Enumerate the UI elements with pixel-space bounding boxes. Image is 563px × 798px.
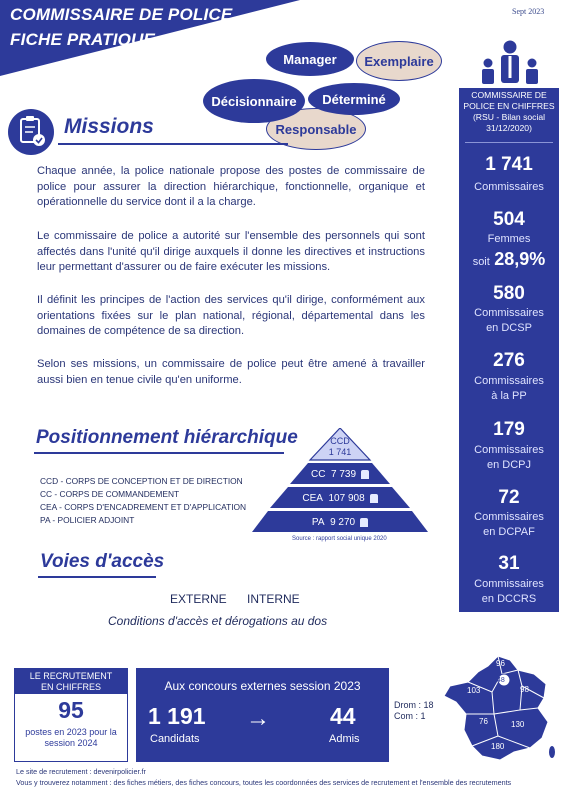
map-label-76: 76 xyxy=(479,717,488,726)
stat-femmes-label: Femmes xyxy=(487,233,531,245)
pyramid-cc-label: CC 7 739 xyxy=(290,464,390,484)
legend-ccd: CCD - CORPS DE CONCEPTION ET DE DIRECTION xyxy=(40,476,243,486)
stat-dcpj-label2: en DCPJ xyxy=(486,459,532,471)
concours-candidats-label: Candidats xyxy=(150,733,200,745)
recrutement-header: LE RECRUTEMENT EN CHIFFRES xyxy=(14,668,128,694)
stat-dccrs-value: 31 xyxy=(498,553,520,574)
map-label-130: 130 xyxy=(511,720,525,729)
stat-dcpaf-label1: Commissaires xyxy=(474,511,544,523)
voie-interne-link[interactable]: INTERNE xyxy=(247,592,300,606)
footer-description: Vous y trouverez notamment : des fiches métiers, des fiches concours, toutes les coordonnées des services de recrutement et l'ensemble des recrutements xyxy=(16,778,512,787)
missions-paragraph-3: Il définit les principes de l'action des services qu'il dirige, conformément aux orientations fixées sur le plan national, régional, départemental dans les domaines de compétence de sa direction. xyxy=(37,294,425,338)
pyramid-ccd-label: CCD 1 741 xyxy=(328,436,352,457)
clipboard-check-icon xyxy=(8,109,54,155)
missions-paragraph-1: Chaque année, la police nationale propose des postes de commissaire de police pour assurer la direction hiérarchique, fonctionnelle, organique et opérationnelle du service dont il a la charge. xyxy=(37,165,425,209)
stat-femmes-value: 504 xyxy=(493,209,525,230)
stat-dcpaf-value: 72 xyxy=(498,487,520,508)
map-drom-com: Drom : 18 Com : 1 xyxy=(394,700,434,721)
map-label-180: 180 xyxy=(491,742,505,751)
stat-dcsp-label1: Commissaires xyxy=(474,307,544,319)
stat-dccrs-label1: Commissaires xyxy=(474,578,544,590)
header-title-line2: FICHE PRATIQUE xyxy=(10,30,156,49)
person-icon xyxy=(370,494,378,503)
concours-candidats-value: 1 191 xyxy=(148,703,206,729)
map-label-103: 103 xyxy=(467,686,481,695)
person-icon xyxy=(360,518,368,527)
stat-dccrs-label2: en DCCRS xyxy=(481,593,537,605)
quality-determine: Déterminé xyxy=(308,83,400,115)
recrutement-value: 95 xyxy=(58,697,84,723)
legend-cc: CC - CORPS DE COMMANDEMENT xyxy=(40,489,180,499)
concours-title: Aux concours externes session 2023 xyxy=(164,679,361,693)
quality-exemplaire: Exemplaire xyxy=(356,41,442,81)
quality-responsable: Responsable xyxy=(266,108,366,150)
stat-dcpj-label1: Commissaires xyxy=(474,444,544,456)
map-label-96: 96 xyxy=(496,659,505,668)
legend-cea: CEA - CORPS D'ENCADREMENT ET D'APPLICATION xyxy=(40,502,247,512)
stat-commissaires-value: 1 741 xyxy=(485,154,533,175)
concours-admis-label: Admis xyxy=(329,733,360,745)
stat-femmes-percent: soit 28,9% xyxy=(472,249,546,269)
publication-date: Sept 2023 xyxy=(512,7,545,16)
stat-pp-label2: à la PP xyxy=(491,390,527,402)
stat-pp-label1: Commissaires xyxy=(474,375,544,387)
legend-pa: PA - POLICIER ADJOINT xyxy=(40,515,135,525)
pyramid-pa-label: PA 9 270 xyxy=(252,512,428,532)
person-icon xyxy=(361,470,369,479)
stat-dcsp-label2: en DCSP xyxy=(486,322,532,334)
quality-decisionnaire: Décisionnaire xyxy=(203,79,305,123)
voies-title: Voies d'accès xyxy=(40,551,165,572)
header-title-line1: COMMISSAIRE DE POLICE xyxy=(10,5,233,24)
stat-dcsp-value: 580 xyxy=(493,283,525,304)
voie-externe-link[interactable]: EXTERNE xyxy=(170,592,227,606)
sidebar-header: COMMISSAIRE DE POLICE EN CHIFFRES (RSU - Bilan social 31/12/2020) xyxy=(463,90,555,133)
sidebar-divider xyxy=(465,142,553,143)
quality-manager: Manager xyxy=(266,42,354,76)
missions-paragraph-4: Selon ses missions, un commissaire de police peut être amené à travailler aussi bien en tenue civile qu'en uniforme. xyxy=(37,358,425,386)
hierarchy-title: Positionnement hiérarchique xyxy=(36,427,298,448)
hierarchy-underline xyxy=(34,452,284,454)
stat-dcpaf-label2: en DCPAF xyxy=(483,526,535,538)
recrutement-desc: postes en 2023 pour la session 2024 xyxy=(25,727,117,748)
stat-pp-value: 276 xyxy=(493,350,525,371)
concours-admis-value: 44 xyxy=(330,703,356,729)
people-group-icon xyxy=(477,38,543,86)
footer-site-link[interactable]: Le site de recrutement : devenirpolicier.fr xyxy=(16,767,146,776)
missions-paragraph-2: Le commissaire de police a autorité sur l'ensemble des personnels qui sont affectés dans l'unité qu'il dirige auxquels il donne les directives et instructions leur permettant d'assurer ou de faire exécuter les missions. xyxy=(37,230,425,274)
map-label-48: 48 xyxy=(497,677,505,684)
pyramid-cea-label: CEA 107 908 xyxy=(270,488,410,508)
stat-dcpj-value: 179 xyxy=(493,419,525,440)
voies-conditions: Conditions d'accès et dérogations au dos xyxy=(108,614,328,628)
voies-underline xyxy=(38,576,156,578)
arrow-right-icon: → xyxy=(246,705,270,732)
missions-title: Missions xyxy=(64,115,154,138)
missions-underline xyxy=(58,143,288,145)
map-label-98: 98 xyxy=(520,685,529,694)
stat-commissaires-label: Commissaires xyxy=(474,181,544,193)
hierarchy-source: Source : rapport social unique 2020 xyxy=(292,536,387,542)
